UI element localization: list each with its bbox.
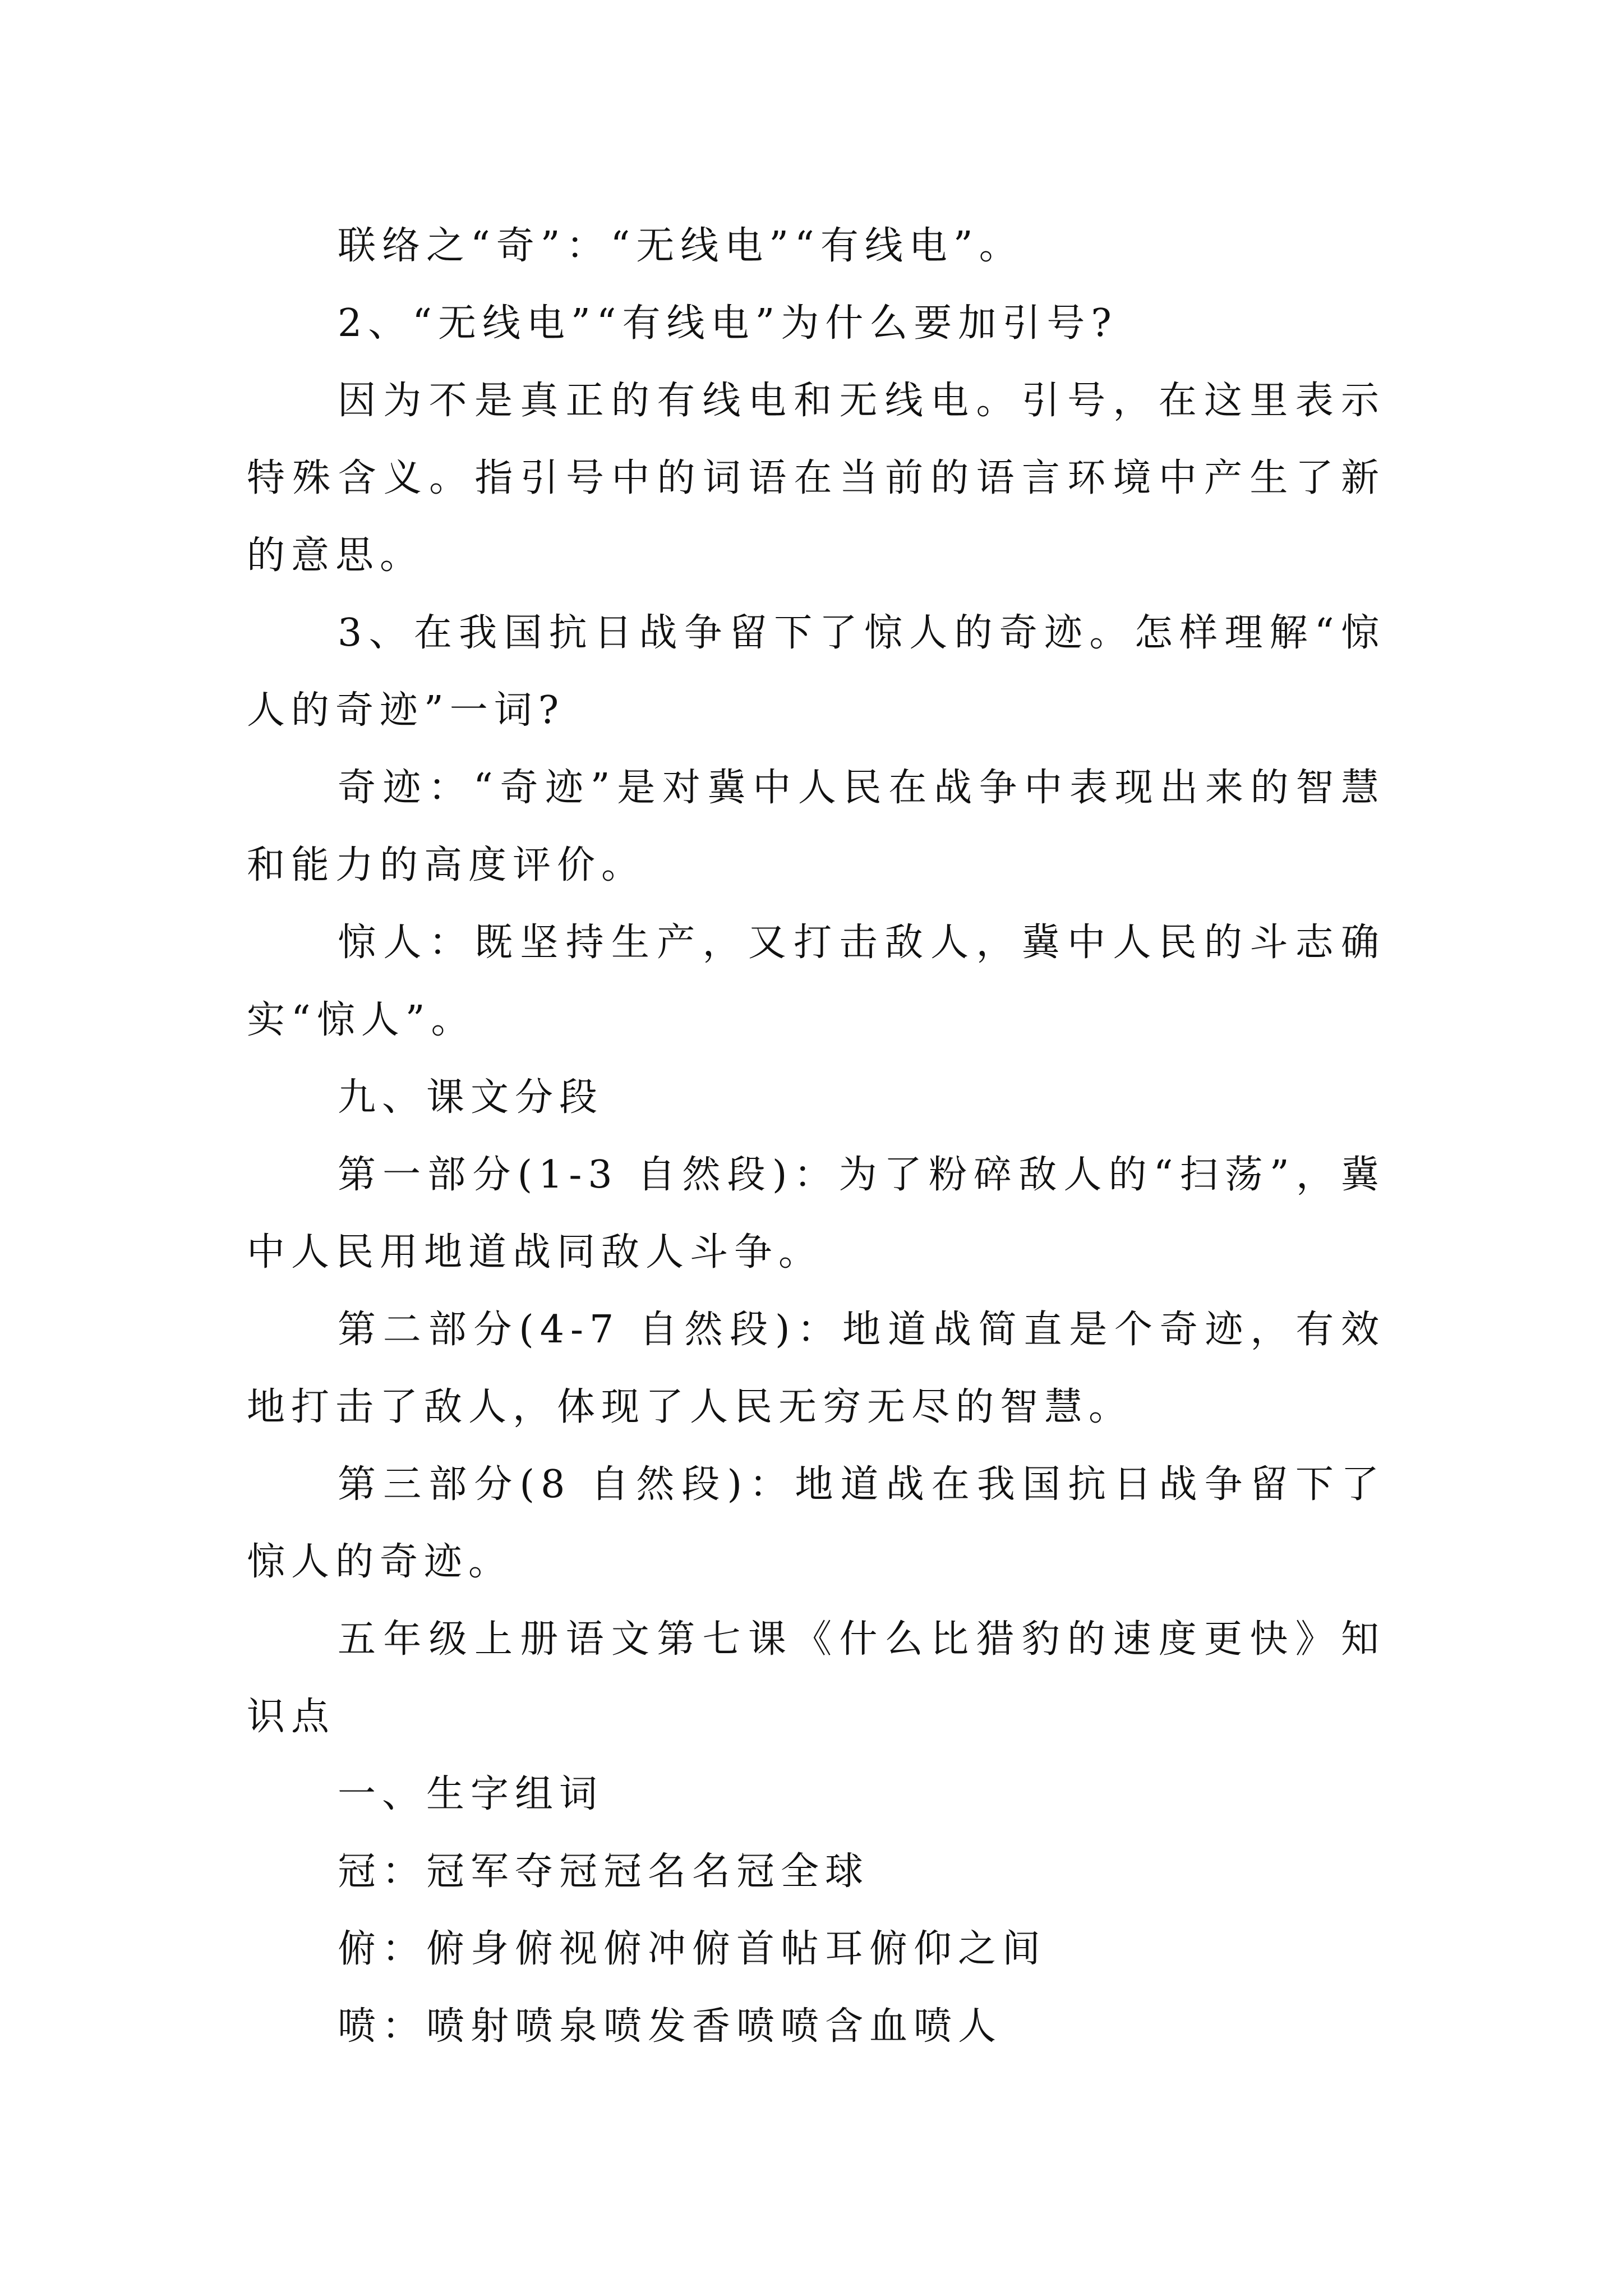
document-body bbox=[247, 208, 1385, 2065]
paragraph-6: 惊人：既坚持生产，又打击敌人，冀中人民的斗志确实“惊人”。 bbox=[247, 921, 1385, 1042]
section-heading-9: 九、课文分段 bbox=[338, 1075, 604, 1120]
paragraph-4: 3、在我国抗日战争留下了惊人的奇迹。怎样理解“惊人的奇迹”一词? bbox=[247, 611, 1385, 733]
paragraph-3: 因为不是真正的有线电和无线电。引号，在这里表示特殊含义。指引号中的词语在当前的语言环境中产生了新的意思。 bbox=[247, 379, 1385, 578]
paragraph-5: 奇迹：“奇迹”是对冀中人民在战争中表现出来的智慧和能力的高度评价。 bbox=[247, 766, 1385, 887]
paragraph-part-3: 第三部分(8 自然段)：地道战在我国抗日战争留下了惊人的奇迹。 bbox=[247, 1462, 1385, 1584]
word-group-pen: 喷：喷射喷泉喷发香喷喷含血喷人 bbox=[338, 2004, 1003, 2049]
paragraph-part-1: 第一部分(1-3 自然段)：为了粉碎敌人的“扫荡”，冀中人民用地道战同敌人斗争。 bbox=[247, 1153, 1385, 1274]
lesson-title: 五年级上册语文第七课《什么比猎豹的速度更快》知识点 bbox=[247, 1617, 1385, 1739]
paragraph-part-2: 第二部分(4-7 自然段)：地道战简直是个奇迹，有效地打击了敌人，体现了人民无穷无尽的智慧。 bbox=[247, 1308, 1385, 1429]
word-group-fu: 俯：俯身俯视俯冲俯首帖耳俯仰之间 bbox=[338, 1927, 1047, 1971]
paragraph-2: 2、“无线电”“有线电”为什么要加引号? bbox=[338, 301, 1118, 346]
paragraph-1: 联络之“奇”：“无线电”“有线电”。 bbox=[338, 224, 1023, 268]
word-group-guan: 冠：冠军夺冠冠名名冠全球 bbox=[338, 1849, 870, 1894]
section-heading-1: 一、生字组词 bbox=[338, 1772, 604, 1816]
